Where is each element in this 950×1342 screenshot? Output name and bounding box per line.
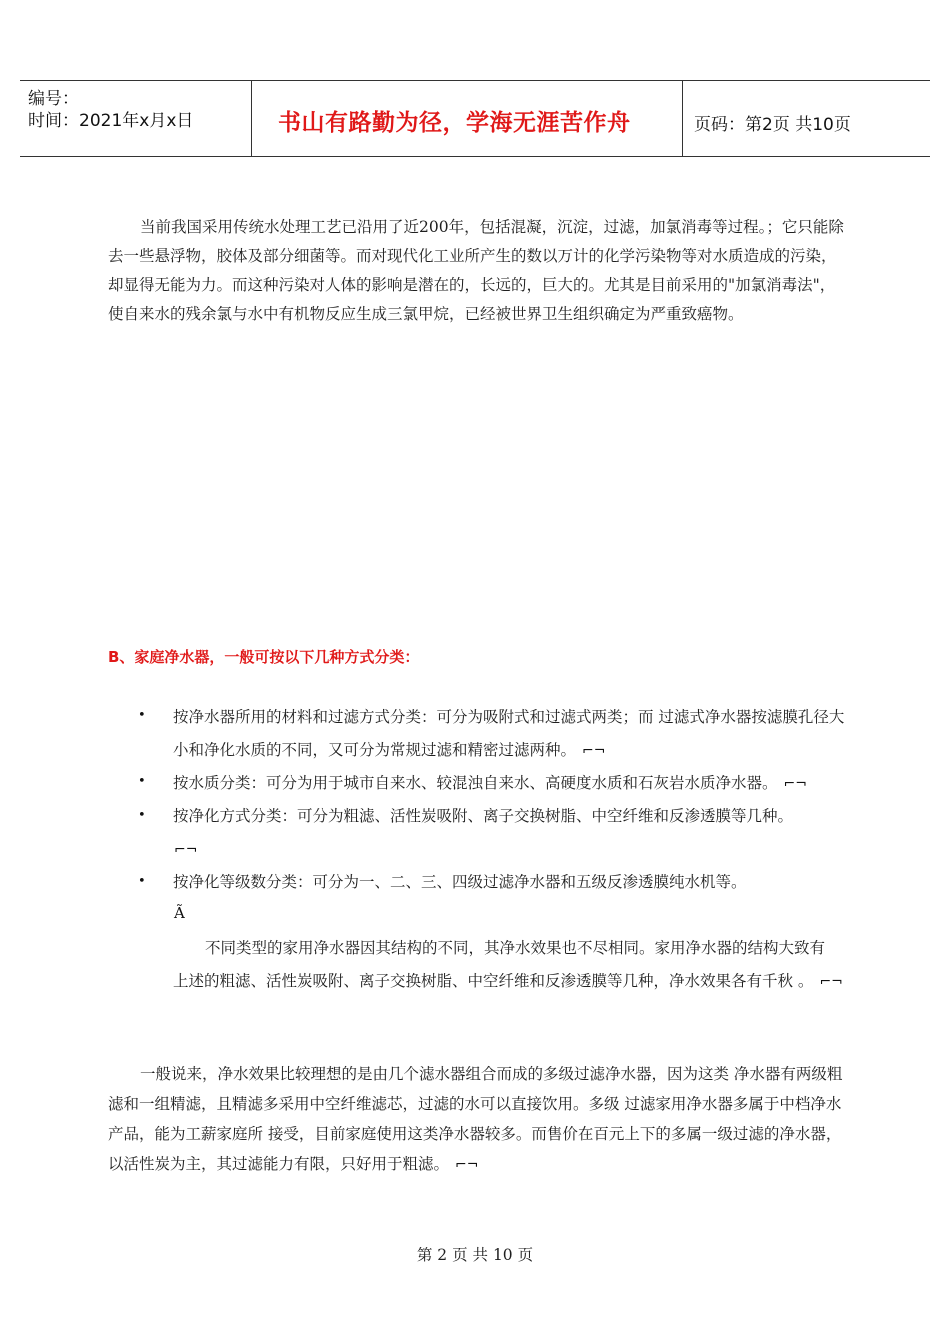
page-footer: 第 2 页 共 10 页 [416, 1246, 534, 1264]
document-time-label: 时间：2021年x月x日 [28, 111, 194, 131]
paragraph-mark-icon: ⌐¬ [819, 974, 843, 990]
header-top-rule [20, 80, 930, 81]
bullet-marker: • [138, 808, 146, 823]
document-number-label: 编号： [28, 89, 79, 109]
paragraph-mark-icon: ⌐¬ [783, 776, 807, 792]
header-motto: 书山有路勤为径，学海无涯苦作舟 [278, 110, 631, 136]
structure-paragraph: 不同类型的家用净水器因其结构的不同，其净水效果也不尽相同。家用净水器的结构大致有 上述的粗滤、活性炭吸附、离子交换树脂、中空纤维和反渗透膜等几种，净水效果各有千秋 。 ⌐¬ [173, 939, 843, 990]
section-b-title: B、家庭净水器，一般可按以下几种方式分类： [108, 648, 420, 666]
bullet-item-purification-method: 按净化方式分类：可分为粗滤、活性炭吸附、离子交换树脂、中空纤维和反渗透膜等几种。 [173, 807, 794, 825]
bullet-item-material: 按净水器所用的材料和过滤方式分类：可分为吸附式和过滤式两类；而 过滤式净水器按滤膜孔径大小和净化水质的不同，又可分为常规过滤和精密过滤两种。 ⌐¬ [173, 708, 845, 759]
paragraph-mark-icon: ⌐¬ [174, 842, 198, 858]
bullet-marker: • [138, 774, 146, 789]
bullet-marker: • [138, 874, 146, 889]
header-page-code: 页码：第2页 共10页 [694, 115, 851, 135]
conclusion-paragraph: 一般说来，净水效果比较理想的是由几个滤水器组合而成的多级过滤净水器，因为这类 净水器有两级粗滤和一组精滤，且精滤多采用中空纤维滤芯，过滤的水可以直接饮用。多级 过滤家用净水器多属于中档净水产品，能为工薪家庭所 接受，目前家庭使用这类净水器较多。而售价在百元上下的多属一级过滤的净水器，以活性炭为主，其过滤能力有限，只好用于粗滤。 ⌐¬ [108, 1065, 843, 1173]
bullet-item-filtration-level: 按净化等级数分类：可分为一、二、三、四级过滤净水器和五级反渗透膜纯水机等。 [173, 873, 747, 891]
bullet-marker: • [138, 708, 146, 723]
intro-paragraph: 当前我国采用传统水处理工艺已沿用了近200年，包括混凝，沉淀，过滤，加氯消毒等过程。；它只能除去一些悬浮物，胶体及部分细菌等。而对现代化工业所产生的数以万计的化学污染物等对水质造成的污染，却显得无能为力。而这种污染对人体的影响是潜在的，长远的，巨大的。尤其是目前采用的"加氯消毒法"，使自来水的残余氯与水中有机物反应生成三氯甲烷，已经被世界卫生组织确定为严重致癌物。 [108, 218, 844, 323]
header-bottom-rule [20, 156, 930, 157]
bullet-item-water-quality: 按水质分类：可分为用于城市自来水、较混浊自来水、高硬度水质和石灰岩水质净水器。 ⌐¬ [173, 774, 807, 792]
stray-glyph: Ã [174, 904, 185, 922]
header-divider-right [682, 80, 683, 156]
paragraph-mark-icon: ⌐¬ [582, 743, 606, 759]
paragraph-mark-icon: ⌐¬ [455, 1157, 479, 1173]
header-divider-left [251, 80, 252, 156]
